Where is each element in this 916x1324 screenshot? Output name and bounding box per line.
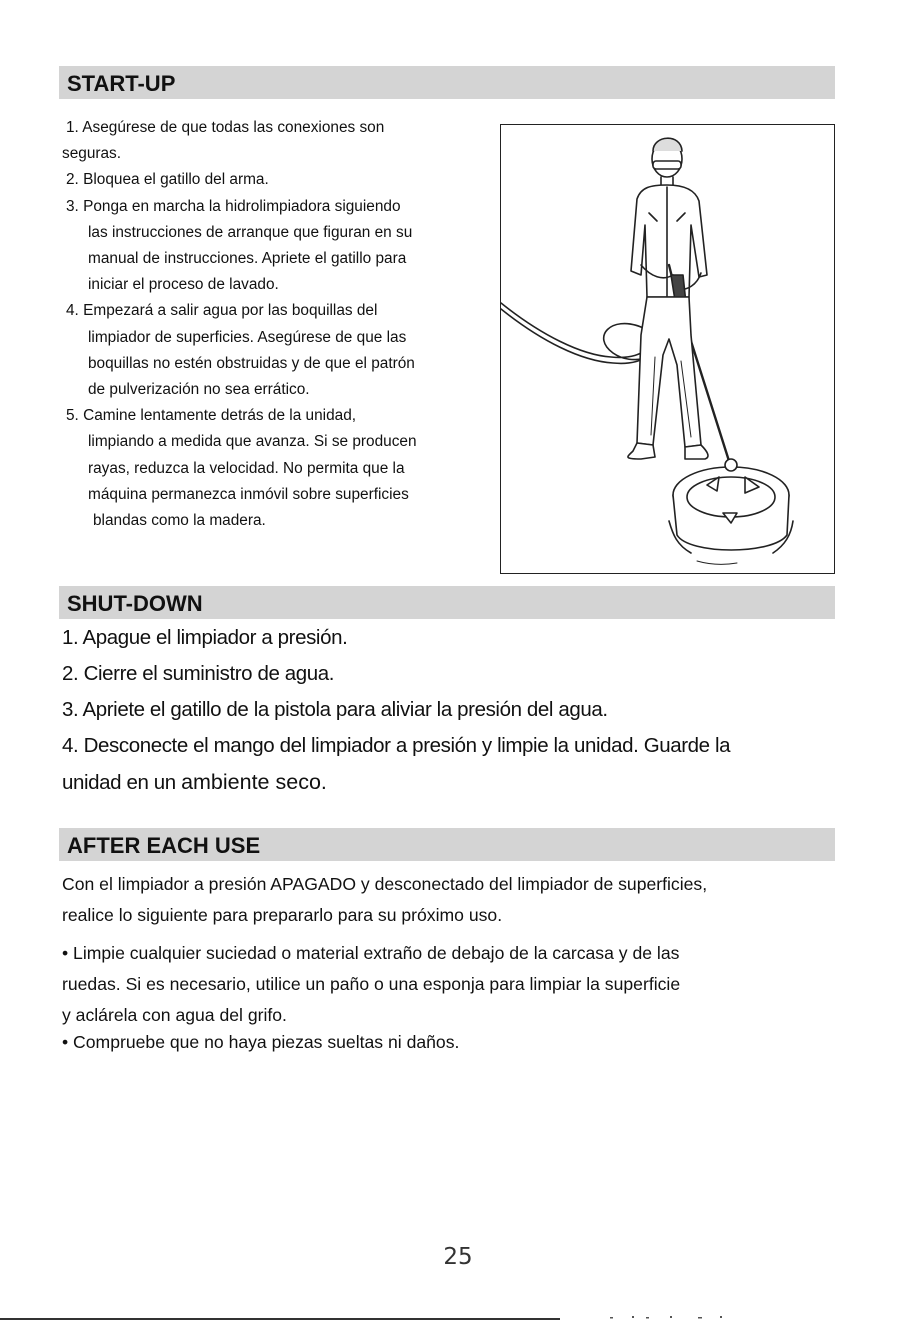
startup-line: blandas como la madera. [93, 512, 266, 530]
after-use-line: • Compruebe que no haya piezas sueltas ni daños. [62, 1032, 460, 1052]
shutdown-line: 2. Cierre el suministro de agua. [62, 662, 335, 685]
after-use-line: realice lo siguiente para prepararlo para su próximo uso. [62, 905, 503, 925]
page-number: 25 [443, 1244, 473, 1270]
startup-line: máquina permanezca inmóvil sobre superficies [88, 485, 409, 503]
after-use-heading: AFTER EACH USE [59, 828, 835, 861]
startup-heading: START-UP [59, 66, 835, 99]
bottom-divider [0, 1318, 560, 1320]
after-use-line: • Limpie cualquier suciedad o material extraño de debajo de la carcasa y de las [62, 943, 680, 963]
startup-line: 2. Bloquea el gatillo del arma. [66, 171, 269, 189]
startup-line: 1. Asegúrese de que todas las conexiones son [66, 119, 385, 136]
shutdown-line: 1. Apague el limpiador a presión. [62, 626, 348, 649]
startup-line: rayas, reduzca la velocidad. No permita que la [88, 459, 405, 477]
startup-line: seguras. [62, 145, 122, 163]
shutdown-line-part: unidad en un [62, 771, 182, 794]
operator-illustration-icon [501, 125, 833, 572]
startup-line: limpiador de superficies. Asegúrese de que las [88, 328, 407, 346]
startup-line: boquillas no estén obstruidas y de que el patrón [88, 354, 415, 372]
after-use-line: y aclárela con agua del grifo. [62, 1005, 287, 1025]
startup-line: limpiando a medida que avanza. Si se producen [88, 433, 417, 451]
shutdown-line-part: ambiente seco. [181, 770, 327, 794]
shutdown-heading: SHUT-DOWN [59, 586, 835, 619]
after-use-line: ruedas. Si es necesario, utilice un paño o una esponja para limpiar la superficie [62, 974, 681, 994]
surface-cleaner-illustration [500, 124, 835, 574]
after-use-body [62, 869, 862, 1058]
startup-line: manual de instrucciones. Apriete el gatillo para [88, 250, 407, 268]
startup-line: iniciar el proceso de lavado. [88, 276, 279, 294]
bottom-marks-icon [590, 1314, 750, 1320]
shutdown-line: 4. Desconecte el mango del limpiador a presión y limpie la unidad. Guarde la [62, 734, 731, 757]
shutdown-line-last [62, 764, 842, 801]
startup-line: 3. Ponga en marcha la hidrolimpiadora siguiendo [66, 197, 401, 215]
startup-steps [62, 115, 502, 534]
startup-line: 4. Empezará a salir agua por las boquillas del [66, 302, 378, 320]
shutdown-line: 3. Apriete el gatillo de la pistola para aliviar la presión del agua. [62, 698, 608, 721]
startup-line: de pulverización no sea errático. [88, 381, 310, 399]
startup-line: 5. Camine lentamente detrás de la unidad, [66, 407, 357, 425]
after-use-line: Con el limpiador a presión APAGADO y desconectado del limpiador de superficies, [62, 874, 708, 894]
shutdown-steps [62, 620, 842, 801]
startup-line: las instrucciones de arranque que figuran en su [88, 223, 413, 241]
